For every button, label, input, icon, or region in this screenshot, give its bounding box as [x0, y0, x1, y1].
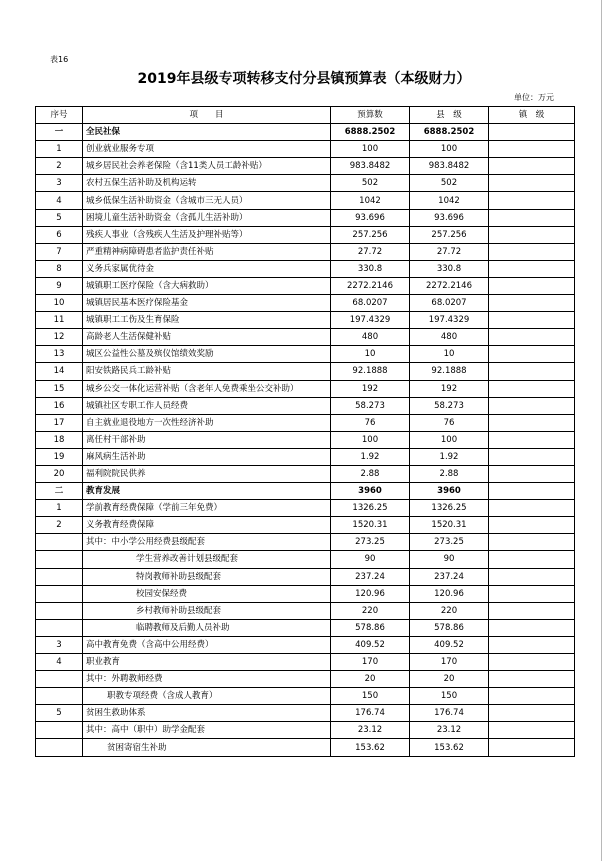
row-county: 3960: [410, 483, 489, 500]
row-town: [489, 346, 575, 363]
row-item: 城镇社区专职工作人员经费: [83, 397, 331, 414]
row-town: [489, 209, 575, 226]
row-county: 27.72: [410, 243, 489, 260]
row-town: [489, 363, 575, 380]
row-budget: 100: [331, 431, 410, 448]
row-item: 城镇职工工伤及生育保险: [83, 312, 331, 329]
row-budget: 2.88: [331, 465, 410, 482]
row-town: [489, 688, 575, 705]
row-town: [489, 141, 575, 158]
row-county: 100: [410, 431, 489, 448]
row-item: 学前教育经费保障（学前三年免费）: [83, 500, 331, 517]
row-county: 92.1888: [410, 363, 489, 380]
row-town: [489, 431, 575, 448]
table-row: [36, 705, 575, 722]
row-town: [489, 260, 575, 277]
row-county: 76: [410, 414, 489, 431]
table-row: [36, 141, 575, 158]
row-county: 2272.2146: [410, 277, 489, 294]
row-seq: 12: [36, 329, 83, 346]
row-item: 残疾人事业（含残疾人生活及护理补贴等）: [83, 226, 331, 243]
row-seq: 19: [36, 448, 83, 465]
row-item: 校园安保经费: [83, 585, 331, 602]
row-seq: [36, 739, 83, 756]
row-budget: 27.72: [331, 243, 410, 260]
row-item: 其中：中小学公用经费县级配套: [83, 534, 331, 551]
row-seq: 17: [36, 414, 83, 431]
budget-table: [35, 106, 575, 757]
row-county: 237.24: [410, 568, 489, 585]
row-item: 职业教育: [83, 654, 331, 671]
table-row: [36, 568, 575, 585]
table-label: 表16: [50, 55, 69, 64]
row-item: 福利院院民供养: [83, 465, 331, 482]
table-row: [36, 654, 575, 671]
row-town: [489, 243, 575, 260]
row-item: 阳安铁路民兵工龄补贴: [83, 363, 331, 380]
row-seq: [36, 688, 83, 705]
row-town: [489, 654, 575, 671]
row-seq: 16: [36, 397, 83, 414]
row-town: [489, 722, 575, 739]
row-seq: [36, 568, 83, 585]
row-seq: 9: [36, 277, 83, 294]
row-town: [489, 500, 575, 517]
table-row: [36, 500, 575, 517]
row-item: 城区公益性公墓及殡仪馆绩效奖励: [83, 346, 331, 363]
table-row: [36, 688, 575, 705]
row-seq: 4: [36, 192, 83, 209]
row-county: 983.8482: [410, 158, 489, 175]
row-town: [489, 124, 575, 141]
table-row: [36, 619, 575, 636]
row-budget: 92.1888: [331, 363, 410, 380]
table-row: [36, 585, 575, 602]
row-county: 23.12: [410, 722, 489, 739]
row-seq: [36, 534, 83, 551]
row-county: 153.62: [410, 739, 489, 756]
row-budget: 23.12: [331, 722, 410, 739]
row-budget: 3960: [331, 483, 410, 500]
row-budget: 237.24: [331, 568, 410, 585]
row-budget: 20: [331, 671, 410, 688]
row-county: 1326.25: [410, 500, 489, 517]
row-item: 离任村干部补助: [83, 431, 331, 448]
row-seq: 二: [36, 483, 83, 500]
row-budget: 90: [331, 551, 410, 568]
table-row: [36, 397, 575, 414]
row-item: 乡村教师补助县级配套: [83, 602, 331, 619]
row-seq: 3: [36, 175, 83, 192]
row-town: [489, 329, 575, 346]
row-item: 职教专项经费（含成人教育）: [83, 688, 331, 705]
table-row: [36, 448, 575, 465]
row-seq: 一: [36, 124, 83, 141]
row-county: 10: [410, 346, 489, 363]
row-town: [489, 483, 575, 500]
row-seq: 3: [36, 636, 83, 653]
row-town: [489, 534, 575, 551]
row-seq: 2: [36, 158, 83, 175]
row-seq: 8: [36, 260, 83, 277]
row-item: 创业就业服务专项: [83, 141, 331, 158]
table-row: [36, 175, 575, 192]
row-county: 20: [410, 671, 489, 688]
row-town: [489, 671, 575, 688]
table-row: [36, 722, 575, 739]
table-row: [36, 483, 575, 500]
row-county: 58.273: [410, 397, 489, 414]
row-budget: 409.52: [331, 636, 410, 653]
row-seq: [36, 585, 83, 602]
row-county: 2.88: [410, 465, 489, 482]
row-county: 273.25: [410, 534, 489, 551]
row-county: 176.74: [410, 705, 489, 722]
row-town: [489, 295, 575, 312]
row-seq: 10: [36, 295, 83, 312]
row-item: 全民社保: [83, 124, 331, 141]
row-seq: [36, 722, 83, 739]
row-county: 409.52: [410, 636, 489, 653]
row-county: 480: [410, 329, 489, 346]
row-item: 城乡低保生活补助资金（含城市三无人员）: [83, 192, 331, 209]
table-row: [36, 346, 575, 363]
row-budget: 120.96: [331, 585, 410, 602]
header-county: 县 级: [410, 107, 489, 124]
unit-label: 单位：万元: [514, 93, 554, 102]
row-county: 502: [410, 175, 489, 192]
row-county: 150: [410, 688, 489, 705]
row-town: [489, 551, 575, 568]
row-budget: 578.86: [331, 619, 410, 636]
row-item: 高龄老人生活保健补贴: [83, 329, 331, 346]
table-row: [36, 209, 575, 226]
row-town: [489, 739, 575, 756]
row-budget: 176.74: [331, 705, 410, 722]
table-row: [36, 295, 575, 312]
row-seq: [36, 551, 83, 568]
row-seq: 7: [36, 243, 83, 260]
table-row: [36, 277, 575, 294]
row-seq: 2: [36, 517, 83, 534]
row-county: 90: [410, 551, 489, 568]
row-item: 其中：高中（职中）助学金配套: [83, 722, 331, 739]
table-row: [36, 517, 575, 534]
row-county: 93.696: [410, 209, 489, 226]
row-budget: 58.273: [331, 397, 410, 414]
row-seq: [36, 619, 83, 636]
row-item: 农村五保生活补助及机构运转: [83, 175, 331, 192]
row-item: 义务兵家属优待金: [83, 260, 331, 277]
row-item: 严重精神病障碍患者监护责任补贴: [83, 243, 331, 260]
row-county: 120.96: [410, 585, 489, 602]
row-item: 贫困寄宿生补助: [83, 739, 331, 756]
row-town: [489, 158, 575, 175]
row-item: 自主就业退役地方一次性经济补助: [83, 414, 331, 431]
table-row: [36, 260, 575, 277]
table-row: [36, 329, 575, 346]
row-budget: 93.696: [331, 209, 410, 226]
row-budget: 330.8: [331, 260, 410, 277]
table-row: [36, 380, 575, 397]
row-budget: 100: [331, 141, 410, 158]
row-seq: 6: [36, 226, 83, 243]
row-budget: 983.8482: [331, 158, 410, 175]
row-town: [489, 226, 575, 243]
row-budget: 257.256: [331, 226, 410, 243]
table-row: [36, 124, 575, 141]
row-budget: 1326.25: [331, 500, 410, 517]
row-town: [489, 277, 575, 294]
row-county: 1520.31: [410, 517, 489, 534]
row-seq: [36, 602, 83, 619]
row-budget: 150: [331, 688, 410, 705]
row-seq: 4: [36, 654, 83, 671]
row-seq: 1: [36, 500, 83, 517]
row-seq: 11: [36, 312, 83, 329]
row-county: 192: [410, 380, 489, 397]
row-budget: 153.62: [331, 739, 410, 756]
row-budget: 220: [331, 602, 410, 619]
row-seq: 13: [36, 346, 83, 363]
table-row: [36, 363, 575, 380]
row-item: 临聘教师及后勤人员补助: [83, 619, 331, 636]
table-row: [36, 243, 575, 260]
table-row: [36, 602, 575, 619]
row-town: [489, 705, 575, 722]
table-row: [36, 431, 575, 448]
row-budget: 2272.2146: [331, 277, 410, 294]
table-row: [36, 192, 575, 209]
row-budget: 170: [331, 654, 410, 671]
row-item: 特岗教师补助县级配套: [83, 568, 331, 585]
table-row: [36, 465, 575, 482]
row-town: [489, 465, 575, 482]
row-county: 1.92: [410, 448, 489, 465]
row-town: [489, 585, 575, 602]
row-seq: 5: [36, 705, 83, 722]
table-row: [36, 158, 575, 175]
header-seq: 序号: [36, 107, 83, 124]
row-county: 1042: [410, 192, 489, 209]
document-title: 2019年县级专项转移支付分县镇预算表（本级财力）: [137, 71, 471, 87]
table-row: [36, 551, 575, 568]
table-row: [36, 312, 575, 329]
row-item: 城镇居民基本医疗保险基金: [83, 295, 331, 312]
row-item: 义务教育经费保障: [83, 517, 331, 534]
row-county: 257.256: [410, 226, 489, 243]
row-town: [489, 636, 575, 653]
table-row: [36, 739, 575, 756]
row-town: [489, 380, 575, 397]
row-town: [489, 619, 575, 636]
header-town: 镇 级: [489, 107, 575, 124]
row-budget: 1520.31: [331, 517, 410, 534]
row-item: 困境儿童生活补助资金（含孤儿生活补助）: [83, 209, 331, 226]
row-seq: 14: [36, 363, 83, 380]
header-item: 项 目: [83, 107, 331, 124]
row-item: 麻风病生活补助: [83, 448, 331, 465]
row-budget: 68.0207: [331, 295, 410, 312]
row-seq: 18: [36, 431, 83, 448]
row-county: 68.0207: [410, 295, 489, 312]
header-row: [36, 107, 575, 124]
table-row: [36, 226, 575, 243]
row-item: 教育发展: [83, 483, 331, 500]
row-town: [489, 175, 575, 192]
row-item: 高中教育免费（含高中公用经费）: [83, 636, 331, 653]
header-budget: 预算数: [331, 107, 410, 124]
row-budget: 10: [331, 346, 410, 363]
row-item: 其中：外聘教师经费: [83, 671, 331, 688]
row-budget: 76: [331, 414, 410, 431]
row-seq: 5: [36, 209, 83, 226]
row-item: 城乡公交一体化运营补贴（含老年人免费乘坐公交补助）: [83, 380, 331, 397]
row-budget: 1042: [331, 192, 410, 209]
row-county: 197.4329: [410, 312, 489, 329]
row-seq: [36, 671, 83, 688]
row-budget: 273.25: [331, 534, 410, 551]
row-budget: 192: [331, 380, 410, 397]
row-county: 170: [410, 654, 489, 671]
row-county: 6888.2502: [410, 124, 489, 141]
row-town: [489, 192, 575, 209]
row-budget: 480: [331, 329, 410, 346]
row-town: [489, 414, 575, 431]
table-row: [36, 414, 575, 431]
row-item: 城镇职工医疗保险（含大病救助）: [83, 277, 331, 294]
row-county: 330.8: [410, 260, 489, 277]
table-row: [36, 636, 575, 653]
row-seq: 1: [36, 141, 83, 158]
row-county: 100: [410, 141, 489, 158]
row-item: 贫困生救助体系: [83, 705, 331, 722]
row-town: [489, 568, 575, 585]
row-county: 578.86: [410, 619, 489, 636]
row-seq: 15: [36, 380, 83, 397]
table-body: [36, 124, 575, 756]
row-item: 学生营养改善计划县级配套: [83, 551, 331, 568]
row-town: [489, 397, 575, 414]
row-budget: 6888.2502: [331, 124, 410, 141]
row-town: [489, 448, 575, 465]
row-budget: 502: [331, 175, 410, 192]
row-budget: 1.92: [331, 448, 410, 465]
table-row: [36, 534, 575, 551]
row-item: 城乡居民社会养老保险（含11类人员工龄补贴）: [83, 158, 331, 175]
row-town: [489, 517, 575, 534]
row-town: [489, 602, 575, 619]
table-row: [36, 671, 575, 688]
row-town: [489, 312, 575, 329]
row-budget: 197.4329: [331, 312, 410, 329]
row-seq: 20: [36, 465, 83, 482]
row-county: 220: [410, 602, 489, 619]
